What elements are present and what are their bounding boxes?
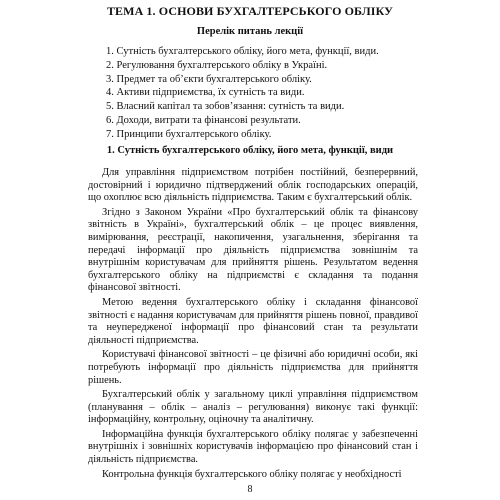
section-body [88,167,418,483]
lecture-topic-item: 6. Доходи, витрати та фінансові результати. [106,114,301,126]
body-paragraph: Контрольна функція бухгалтерського обліку полягає у необхідності [102,468,402,480]
body-paragraph: Для управління підприємством потрібен постійний, безперервний, достовірний і юридично підтверджений облік господарських операцій, що охоплює всю діяльність підприємства. Таким є бухгалтерський облік. [88,167,418,204]
body-paragraph: Метою ведення бухгалтерського обліку і складання фінансової звітності є надання користувачам для прийняття рішень повної, правдивої та неупередженої інформації про фінансовий стан та результати діяльності підприємства. [88,296,418,346]
page-number: 8 [247,484,253,495]
body-paragraph: Бухгалтерський облік у загальному циклі управління підприємством (планування – облік – аналіз – регулювання) виконує такі функції: інформаційну, контрольну, оціночну та аналітичну. [88,389,418,426]
body-paragraph: Згідно з Законом України «Про бухгалтерський облік та фінансову звітність в Україні», бухгалтерський облік – це процес виявлення, вимірювання, реєстрації, накопичення, узагальнення, зберігання та передачі інформації про діяльність підприємства зовнішнім та внутрішнім користувачам для прийняття рішень. Результатом ведення бухгалтерського обліку на підприємстві є складання та подання фінансової звітності. [88,206,418,294]
lecture-topics-list [106,45,379,142]
lecture-topic-item: 7. Принципи бухгалтерського обліку. [106,128,272,140]
document-title: ТЕМА 1. ОСНОВИ БУХГАЛТЕРСЬКОГО ОБЛІКУ [106,4,394,18]
lecture-topic-item: 1. Сутність бухгалтерського обліку, його мета, функції, види. [106,46,379,57]
body-paragraph: Користувачі фінансової звітності – це фізичні або юридичні особи, які потребують інформації про діяльність підприємства для прийняття рішень. [88,349,418,386]
body-paragraph: Інформаційна функція бухгалтерського обліку полягає у забезпеченні внутрішніх і зовнішніх користувачів інформацією про фінансовий стан і діяльність підприємства. [88,428,418,466]
lecture-topic-item: 3. Предмет та об’єкти бухгалтерського обліку. [106,73,312,85]
lecture-topic-item: 4. Активи підприємства, їх сутність та види. [106,87,305,99]
lecture-topic-item: 5. Власний капітал та зобов’язання: сутність та види. [106,101,345,113]
section-heading: 1. Сутність бухгалтерського обліку, його мета, функції, види [106,145,394,156]
lecture-topic-item: 2. Регулювання бухгалтерського обліку в Україні. [106,59,328,71]
lecture-list-heading: Перелік питань лекції [196,26,304,37]
